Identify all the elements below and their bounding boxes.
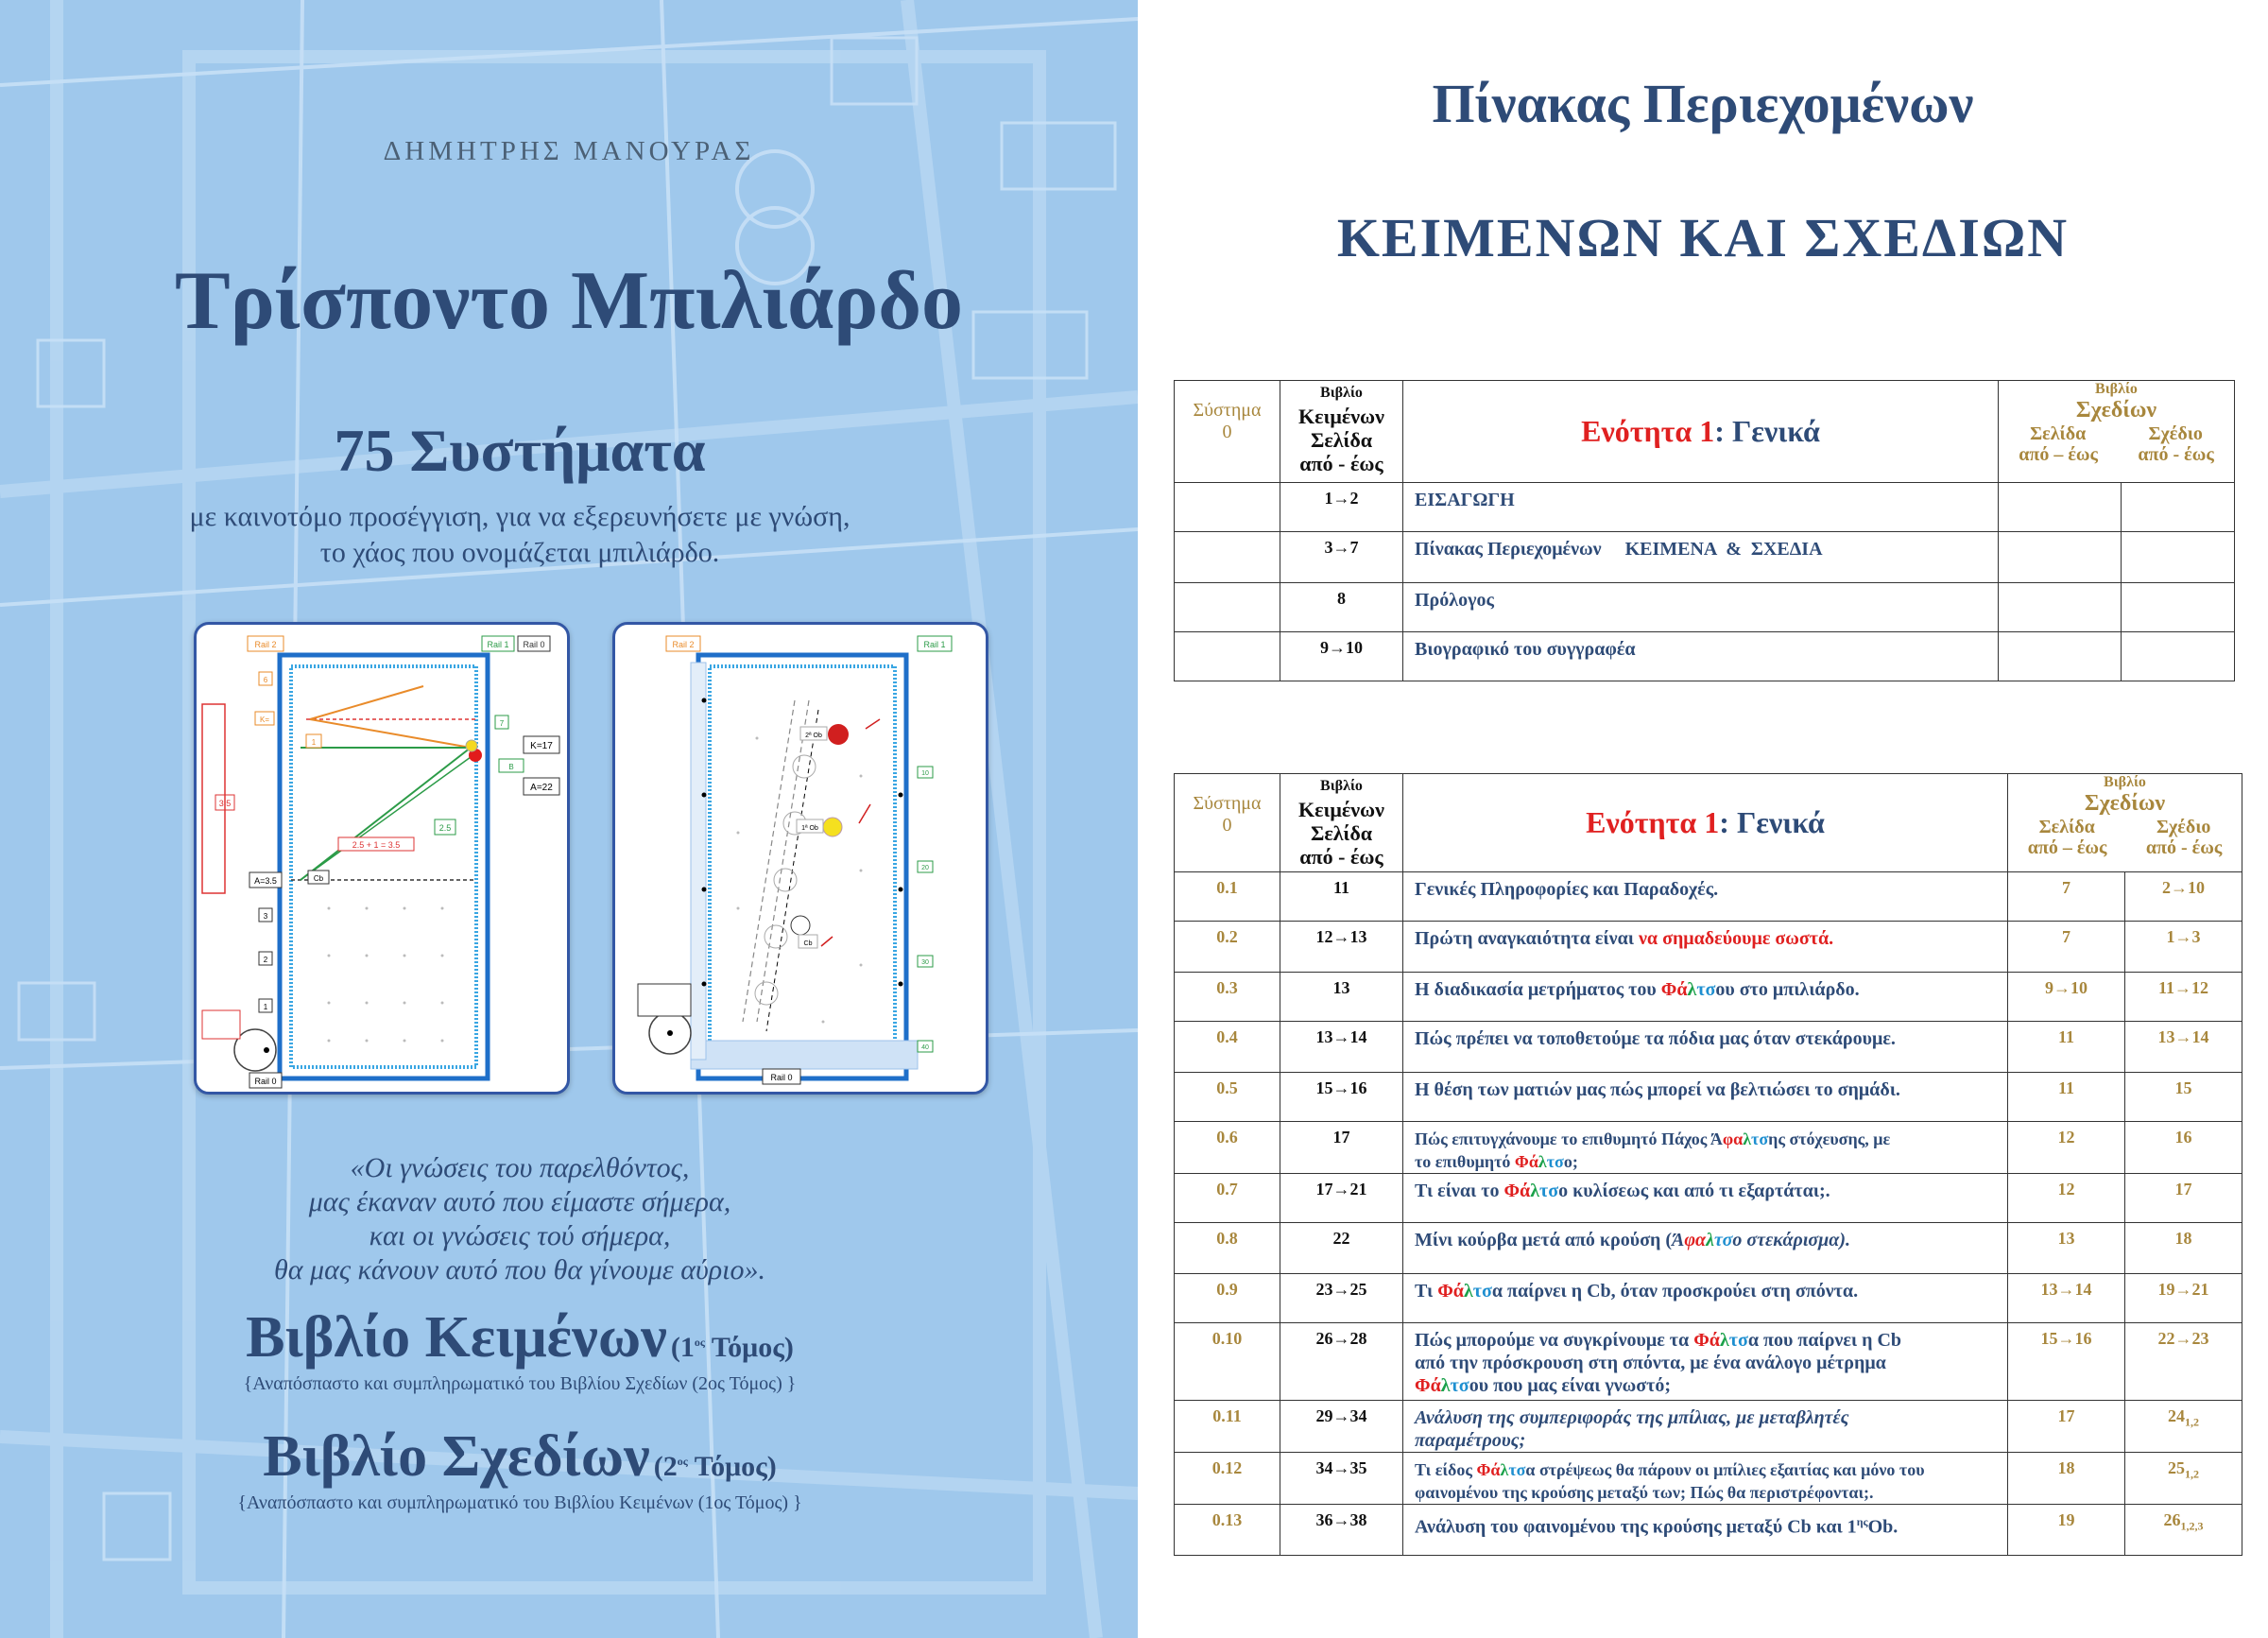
quote-line: θα μας κάνουν αυτό που θα γίνουμε αύριο». xyxy=(274,1254,765,1285)
header-book-drawings: Βιβλίο Σχεδίων Σελίδα Σχέδιο από – έως από - έως xyxy=(1999,381,2235,483)
svg-text:Rail 0: Rail 0 xyxy=(770,1073,793,1082)
book-texts-block xyxy=(0,1304,1040,1395)
svg-text:7: 7 xyxy=(499,719,505,728)
svg-text:2.5: 2.5 xyxy=(438,823,452,833)
svg-text:K=17: K=17 xyxy=(530,741,553,751)
table-row: 0.3 13 Η διαδικασία μετρήματος του Φάλτσου στο μπιλιάρδο. 9→10 11→12 xyxy=(1175,973,2242,1022)
table-row: 0.4 13→14 Πώς πρέπει να τοποθετούμε τα πόδια μας όταν στεκάρουμε. 11 13→14 xyxy=(1175,1022,2242,1073)
svg-text:3: 3 xyxy=(263,912,268,921)
svg-text:Rail 2: Rail 2 xyxy=(672,640,695,649)
svg-text:10: 10 xyxy=(921,770,929,777)
header-system: Σύστημα 0 xyxy=(1175,774,1280,872)
subtitle xyxy=(0,499,1040,571)
table-row: 0.1 11 Γενικές Πληροφορίες και Παραδοχές. 7 2→10 xyxy=(1175,872,2242,922)
svg-text:Rail 1: Rail 1 xyxy=(487,640,509,649)
diagram-table-left xyxy=(194,622,570,1095)
svg-text:A=3.5: A=3.5 xyxy=(254,876,277,886)
svg-text:Cb: Cb xyxy=(803,940,813,947)
subtitle-line-2: το χάος που ονομάζεται μπιλιάρδο. xyxy=(319,537,720,568)
book-drawings-title: Βιβλίο Σχεδίων xyxy=(263,1424,650,1489)
book-texts-title: Βιβλίο Κειμένων xyxy=(246,1305,667,1370)
book-drawings-volume: ($2^{o\varsigma}$ Τόμος) xyxy=(653,1451,777,1482)
table-row: 9→10 Βιογραφικό του συγγραφέα xyxy=(1175,632,2235,681)
table-row: 0.2 12→13 Πρώτη αναγκαιότητα είναι να σημαδεύουμε σωστά. 7 1→3 xyxy=(1175,922,2242,973)
table-of-contents-page xyxy=(1138,0,2268,1638)
header-section: Ενότητα 1: Γενικά xyxy=(1403,774,2008,872)
svg-text:6: 6 xyxy=(263,676,268,684)
svg-text:2: 2 xyxy=(263,956,268,964)
svg-text:Rail 0: Rail 0 xyxy=(523,640,545,649)
systems-count: 75 Συστήματα xyxy=(334,417,706,484)
quote-line: μας έκαναν αυτό που είμαστε σήμερα, xyxy=(308,1186,731,1217)
toc-title: Πίνακας Περιεχομένων xyxy=(1432,73,1974,134)
svg-text:B: B xyxy=(508,763,514,771)
table-row: 0.9 23→25 Τι Φάλτσα παίρνει η Cb, όταν προσκρούει στη σπόντα. 13→14 19→21 xyxy=(1175,1274,2242,1323)
svg-text:40: 40 xyxy=(921,1044,929,1051)
svg-text:K=: K= xyxy=(259,716,270,724)
table-row: 0.11 29→34 Ανάλυση της συμπεριφοράς της μπίλιας, με μεταβλητές παραμέτρους; 17 $24_{1,2}$ xyxy=(1175,1401,2242,1453)
book-texts-volume: ($1^{o\varsigma}$ Τόμος) xyxy=(670,1332,794,1363)
header-book-drawings: Βιβλίο Σχεδίων Σελίδα Σχέδιο από – έως από - έως xyxy=(2008,774,2242,872)
table-row: 8 Πρόλογος xyxy=(1175,583,2235,632)
svg-text:20: 20 xyxy=(921,865,929,871)
quote-line: και οι γνώσεις τού σήμερα, xyxy=(369,1220,671,1251)
table-row: 0.8 22 Μίνι κούρβα μετά από κρούση (Άφαλτσο στεκάρισμα). 13 18 xyxy=(1175,1223,2242,1274)
book-drawings-block xyxy=(0,1423,1040,1514)
book-drawings-note: {Αναπόσπαστο και συμπληρωματικό του Βιβλίου Κειμένων (1ος Τόμος) } xyxy=(237,1492,802,1513)
toc-subtitle: ΚΕΙΜΕΝΩΝ ΚΑΙ ΣΧΕΔΙΩΝ xyxy=(1336,207,2070,268)
svg-text:1: 1 xyxy=(263,1003,268,1011)
header-book-texts: Βιβλίο Κειμένων Σελίδα από - έως xyxy=(1280,381,1403,483)
book-title: Τρίσποντο Μπιλιάρδο xyxy=(175,255,963,347)
table-row: 0.13 36→38 Ανάλυση του φαινομένου της κρούσης μεταξύ Cb και $1^{\eta\varsigma}Ob$. 19 $26_{1,2,3}$ xyxy=(1175,1505,2242,1556)
table-row: 0.12 34→35 Τι είδος Φάλτσα στρέψεως θα πάρουν οι μπίλιες εξαιτίας και μόνο του φαινομένου της κρούσης μεταξύ των; Πώς θα περιστρέφονται;. 18 $25_{1,2}$ xyxy=(1175,1453,2242,1505)
svg-text:Rail 0: Rail 0 xyxy=(254,1077,277,1086)
table-row: 0.6 17 Πώς επιτυγχάνουμε το επιθυμητό Πάχος Άφαλτσης στόχευσης, με το επιθυμητό Φάλτσο; 12 16 xyxy=(1175,1122,2242,1174)
author-name: ΔΗΜΗΤΡΗΣ ΜΑΝΟΥΡΑΣ xyxy=(383,136,755,166)
toc-table-systems xyxy=(1174,773,2242,1556)
svg-text:2ª Ob: 2ª Ob xyxy=(805,733,822,739)
header-section: Ενότητα 1: Γενικά xyxy=(1403,381,1999,483)
svg-text:3.5: 3.5 xyxy=(218,799,232,808)
svg-text:30: 30 xyxy=(921,959,929,966)
svg-text:Rail 2: Rail 2 xyxy=(254,640,277,649)
header-system: Σύστημα 0 xyxy=(1175,381,1280,483)
table-row: 0.10 26→28 Πώς μπορούμε να συγκρίνουμε τα Φάλτσα που παίρνει η Cb από την πρόσκρουση στη σπόντα, με ένα ανάλογο μέτρημα Φάλτσου που μας είναι γνωστό; 15→16 22→23 xyxy=(1175,1323,2242,1401)
table-row: 0.5 15→16 Η θέση των ματιών μας πώς μπορεί να βελτιώσει το σημάδι. 11 15 xyxy=(1175,1073,2242,1122)
table-row: 0.7 17→21 Τι είναι το Φάλτσο κυλίσεως και από τι εξαρτάται;. 12 17 xyxy=(1175,1174,2242,1223)
svg-text:Cb: Cb xyxy=(313,874,324,883)
svg-text:1: 1 xyxy=(311,738,317,747)
table-row: 3→7 Πίνακας Περιεχομένων ΚΕΙΜΕΝΑ & ΣΧΕΔΙΑ xyxy=(1175,532,2235,583)
subtitle-line-1: με καινοτόμο προσέγγιση, για να εξερευνήσετε με γνώση, xyxy=(189,501,850,532)
diagram-table-right xyxy=(612,622,988,1095)
toc-table-intro xyxy=(1174,380,2235,681)
svg-text:1ª Ob: 1ª Ob xyxy=(801,825,818,832)
svg-text:Rail 1: Rail 1 xyxy=(923,640,946,649)
header-book-texts: Βιβλίο Κειμένων Σελίδα από - έως xyxy=(1280,774,1403,872)
table-row: 1→2 ΕΙΣΑΓΩΓΗ xyxy=(1175,483,2235,532)
table-header-row xyxy=(1175,774,2242,872)
svg-text:2.5 + 1 = 3.5: 2.5 + 1 = 3.5 xyxy=(352,840,401,850)
quote xyxy=(0,1151,1040,1287)
book-texts-note: {Αναπόσπαστο και συμπληρωματικό του Βιβλίου Σχεδίων (2ος Τόμος) } xyxy=(243,1373,797,1394)
quote-line: «Οι γνώσεις του παρελθόντος, xyxy=(350,1152,690,1183)
svg-text:A=22: A=22 xyxy=(530,783,553,793)
table-header-row xyxy=(1175,381,2235,483)
